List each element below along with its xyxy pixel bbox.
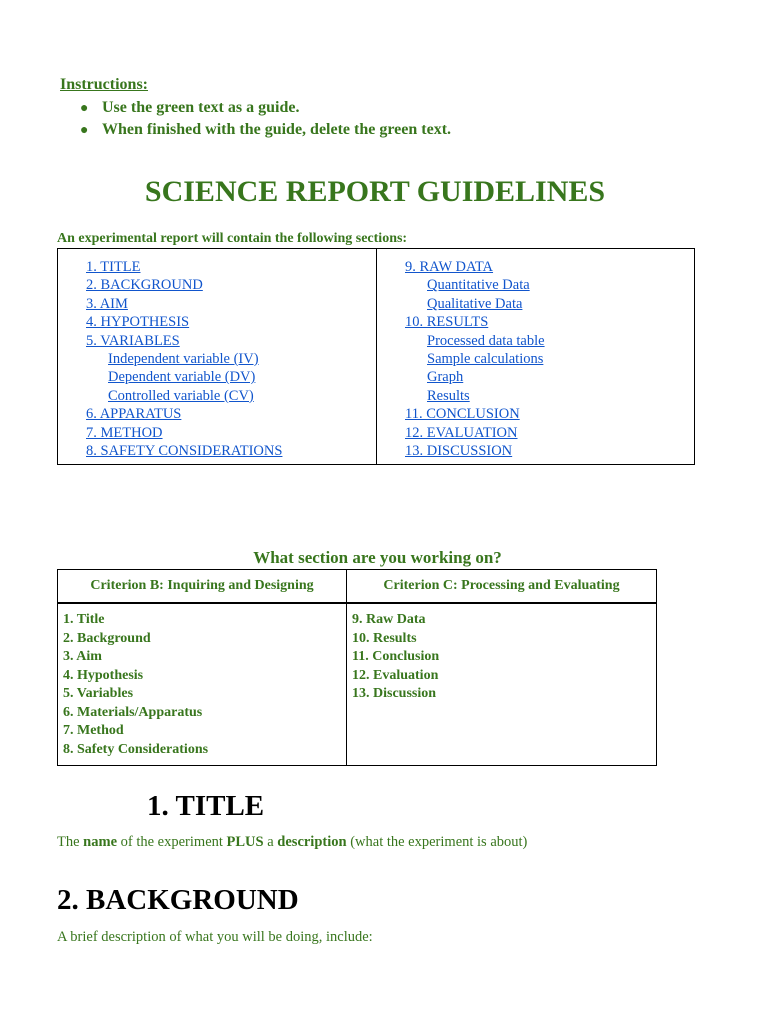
criterion-section-item: 5. Variables (63, 686, 134, 701)
instruction-text: Use the green text as a guide. (102, 99, 300, 116)
toc-link[interactable]: 7. METHOD (86, 424, 163, 441)
criterion-table-header (58, 570, 656, 604)
criterion-b-list (58, 604, 347, 765)
toc-link[interactable]: 2. BACKGROUND (86, 277, 203, 294)
toc-link[interactable]: 1. TITLE (86, 259, 141, 275)
toc-link[interactable]: 8. SAFETY CONSIDERATIONS (86, 442, 283, 459)
toc-link[interactable]: Processed data table (427, 332, 545, 349)
criterion-section-item: 10. Results (352, 630, 417, 646)
criterion-table-body (58, 604, 656, 765)
instructions-list (80, 97, 451, 141)
section-heading-background: 2. BACKGROUND (57, 884, 299, 916)
toc-link[interactable]: Graph (427, 369, 464, 386)
criterion-section-item: 9. Raw Data (352, 612, 426, 627)
criterion-section-item: 2. Background (63, 630, 151, 646)
toc-link[interactable]: Sample calculations (427, 350, 544, 367)
criterion-section-item: 6. Materials/Apparatus (63, 704, 203, 720)
toc-link[interactable]: 10. RESULTS (405, 314, 489, 331)
criterion-section-item: 8. Safety Considerations (63, 741, 209, 757)
instructions-label: Instructions: (60, 76, 149, 93)
toc-link[interactable]: Results (427, 387, 470, 404)
section-heading-title: 1. TITLE (147, 790, 265, 822)
toc-link[interactable]: 12. EVALUATION (405, 424, 518, 441)
toc-link[interactable]: 9. RAW DATA (405, 259, 494, 275)
toc-right-column (377, 249, 694, 464)
toc-link[interactable]: Dependent variable (DV) (108, 369, 256, 386)
toc-left-column (58, 249, 377, 464)
table-of-contents (57, 248, 695, 465)
toc-link[interactable]: 5. VARIABLES (86, 332, 180, 349)
criterion-c-header: Criterion C: Processing and Evaluating (383, 578, 620, 593)
toc-intro-text: An experimental report will contain the following sections: (57, 231, 408, 246)
criterion-table (57, 569, 657, 766)
criterion-section-item: 13. Discussion (352, 686, 437, 701)
toc-link[interactable]: 4. HYPOTHESIS (86, 314, 190, 331)
instruction-item (80, 97, 451, 119)
instruction-text: When finished with the guide, delete the green text. (102, 121, 452, 138)
toc-link[interactable]: Qualitative Data (427, 295, 523, 312)
criterion-section-item: 3. Aim (63, 649, 102, 664)
criterion-section-item: 4. Hypothesis (63, 667, 144, 683)
toc-link[interactable]: 13. DISCUSSION (405, 442, 513, 459)
section-question: What section are you working on? (253, 548, 502, 567)
title-description: The name of the experiment PLUS a description (what the experiment is about) (57, 834, 528, 850)
document-title: SCIENCE REPORT GUIDELINES (144, 175, 606, 208)
toc-link[interactable]: 11. CONCLUSION (405, 406, 520, 423)
bullet-icon: ● (80, 101, 89, 116)
toc-link[interactable]: Independent variable (IV) (108, 350, 259, 367)
toc-link[interactable]: Quantitative Data (427, 277, 530, 294)
toc-link[interactable]: 3. AIM (86, 295, 128, 312)
toc-link[interactable]: Controlled variable (CV) (108, 387, 254, 404)
criterion-b-header: Criterion B: Inquiring and Designing (58, 570, 347, 602)
bullet-icon: ● (80, 123, 89, 138)
instruction-item (80, 119, 451, 141)
criterion-section-item: 7. Method (63, 723, 124, 738)
background-description: A brief description of what you will be doing, include: (57, 929, 373, 945)
criterion-c-list (347, 604, 656, 765)
criterion-section-item: 1. Title (63, 612, 105, 627)
toc-link[interactable]: 6. APPARATUS (86, 406, 182, 423)
criterion-section-item: 11. Conclusion (352, 649, 440, 664)
criterion-section-item: 12. Evaluation (352, 667, 439, 683)
